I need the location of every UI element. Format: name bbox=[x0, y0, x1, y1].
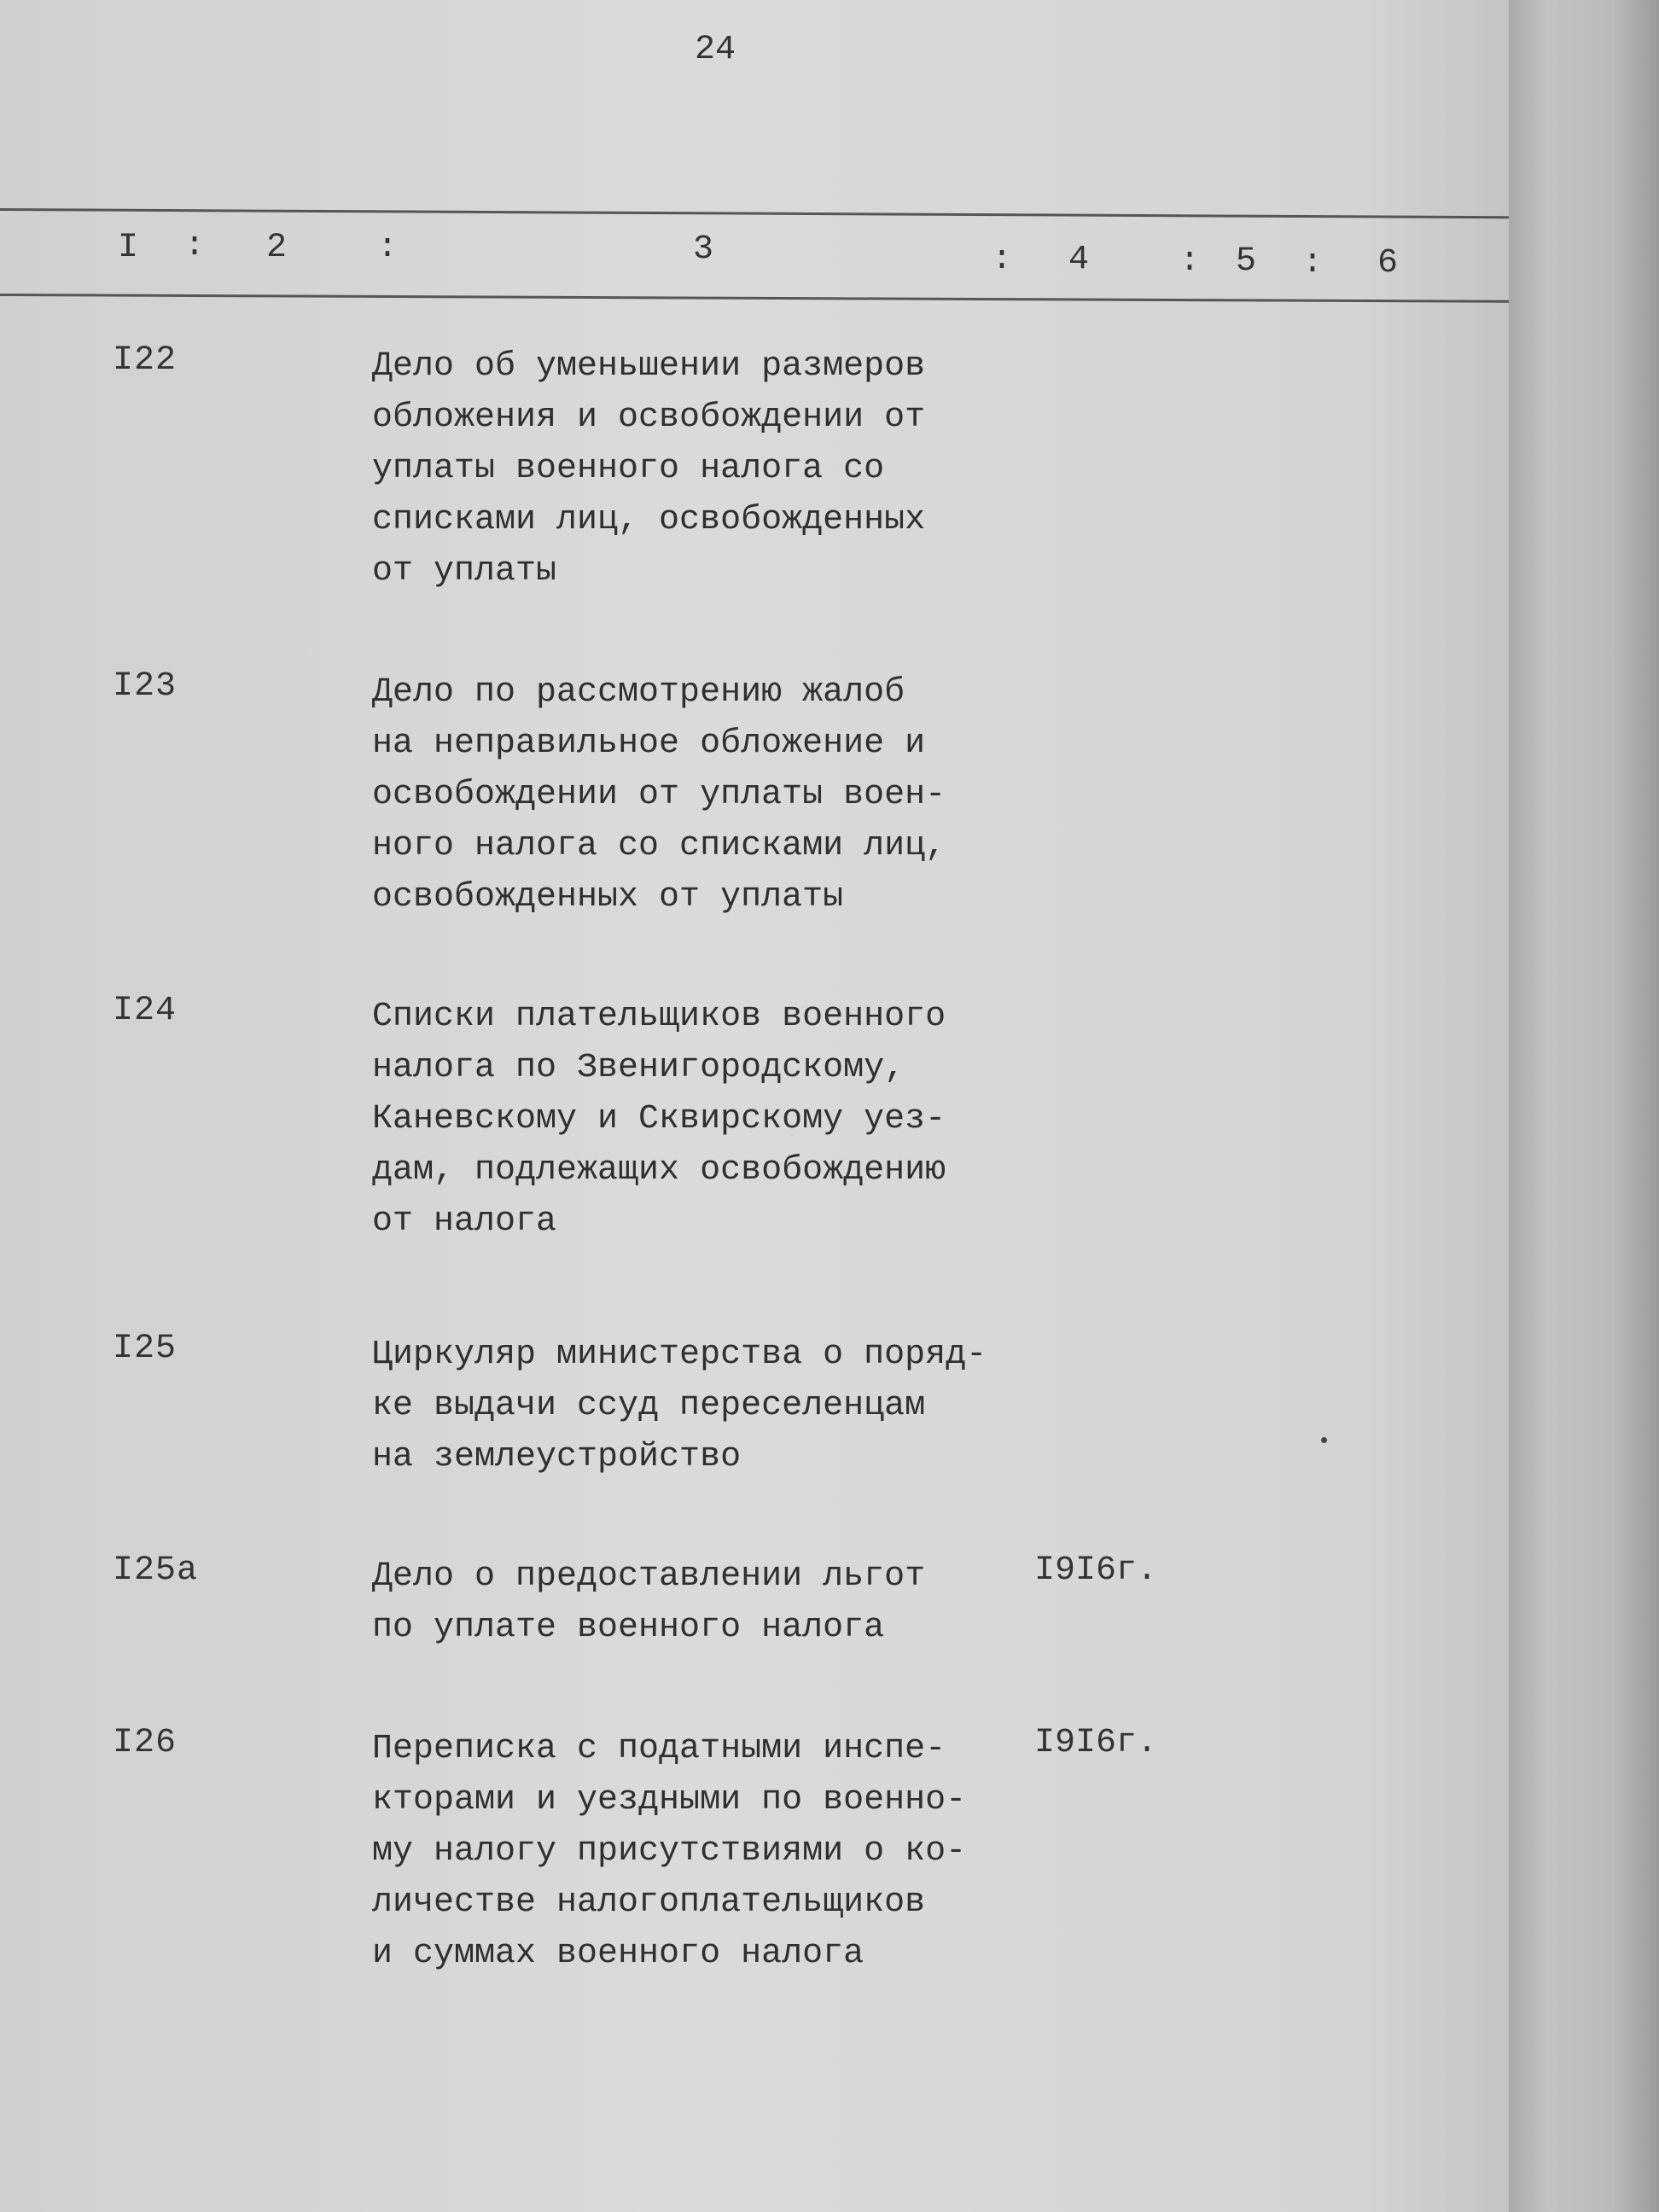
underlying-sheet-edge bbox=[1509, 0, 1659, 2212]
entry-description-line: ке выдачи ссуд переселенцам bbox=[372, 1387, 926, 1425]
entry-description bbox=[372, 667, 1021, 923]
entry-description-line: по уплате военного налога bbox=[372, 1609, 885, 1647]
entry-description-line: и суммах военного налога bbox=[372, 1935, 864, 1973]
header-rule-top bbox=[0, 208, 1509, 218]
entry-description-line: налога по Звенигородскому, bbox=[372, 1049, 905, 1087]
entry-date: I9I6г. bbox=[1034, 1724, 1158, 1762]
entry-description-line: ного налога со списками лиц, bbox=[372, 827, 946, 865]
entry-description-line: кторами и уездными по военно- bbox=[372, 1781, 967, 1819]
entry-description-line: списками лиц, освобожденных bbox=[372, 501, 926, 539]
entry-description bbox=[372, 341, 1021, 597]
column-separator: : bbox=[184, 227, 206, 265]
entry-description-line: Каневскому и Сквирскому уез- bbox=[372, 1100, 946, 1138]
entry-number: I22 bbox=[113, 341, 178, 380]
entry-description-line: на землеустройство bbox=[372, 1438, 742, 1476]
entry-description-line: уплаты военного налога со bbox=[372, 450, 885, 488]
entry-description-line: освобожденных от уплаты bbox=[372, 878, 844, 917]
entry-description-line: обложения и освобождении от bbox=[372, 399, 926, 437]
entry-description-line: от уплаты bbox=[372, 552, 557, 591]
column-header-5: 5 bbox=[1236, 242, 1257, 281]
entry-description bbox=[372, 1330, 1021, 1483]
entry-description-line: от налога bbox=[372, 1202, 557, 1241]
column-header-3: 3 bbox=[693, 230, 714, 269]
entry-description-line: дам, подлежащих освобождению bbox=[372, 1151, 946, 1190]
entry-description-line: Дело об уменьшении размеров bbox=[372, 347, 926, 386]
paper-speck bbox=[1321, 1437, 1327, 1443]
entry-number: I25 bbox=[113, 1330, 178, 1368]
entry-description-line: личестве налогоплательщиков bbox=[372, 1883, 926, 1922]
column-separator: : bbox=[1302, 244, 1324, 282]
column-header-6: 6 bbox=[1377, 244, 1399, 282]
entry-description-line: му налогу присутствиями о ко- bbox=[372, 1832, 967, 1871]
header-rule-bottom bbox=[0, 294, 1509, 303]
entry-description bbox=[372, 992, 1021, 1248]
column-separator: : bbox=[992, 241, 1013, 279]
entry-number: I26 bbox=[113, 1724, 178, 1762]
entry-number: I25а bbox=[113, 1551, 199, 1590]
entry-description-line: Циркуляр министерства о поряд- bbox=[372, 1336, 987, 1374]
entry-description-line: Дело по рассмотрению жалоб bbox=[372, 673, 905, 712]
entry-description-line: освобождении от уплаты воен- bbox=[372, 776, 946, 814]
entry-description bbox=[372, 1724, 1021, 1980]
entry-description bbox=[372, 1551, 1021, 1654]
entry-date: I9I6г. bbox=[1034, 1551, 1158, 1590]
column-separator: : bbox=[377, 229, 399, 267]
column-separator: : bbox=[1179, 242, 1201, 281]
page-number: 24 bbox=[695, 31, 736, 69]
entry-number: I24 bbox=[113, 992, 178, 1030]
entry-description-line: на неправильное обложение и bbox=[372, 725, 926, 763]
column-header-1: I bbox=[118, 229, 139, 267]
entry-description-line: Дело о предоставлении льгот bbox=[372, 1557, 926, 1596]
column-header-4: 4 bbox=[1068, 241, 1090, 279]
entry-description-line: Переписка с податными инспе- bbox=[372, 1730, 946, 1768]
entry-number: I23 bbox=[113, 667, 178, 706]
entry-description-line: Списки плательщиков военного bbox=[372, 998, 946, 1036]
column-header-2: 2 bbox=[266, 229, 288, 267]
